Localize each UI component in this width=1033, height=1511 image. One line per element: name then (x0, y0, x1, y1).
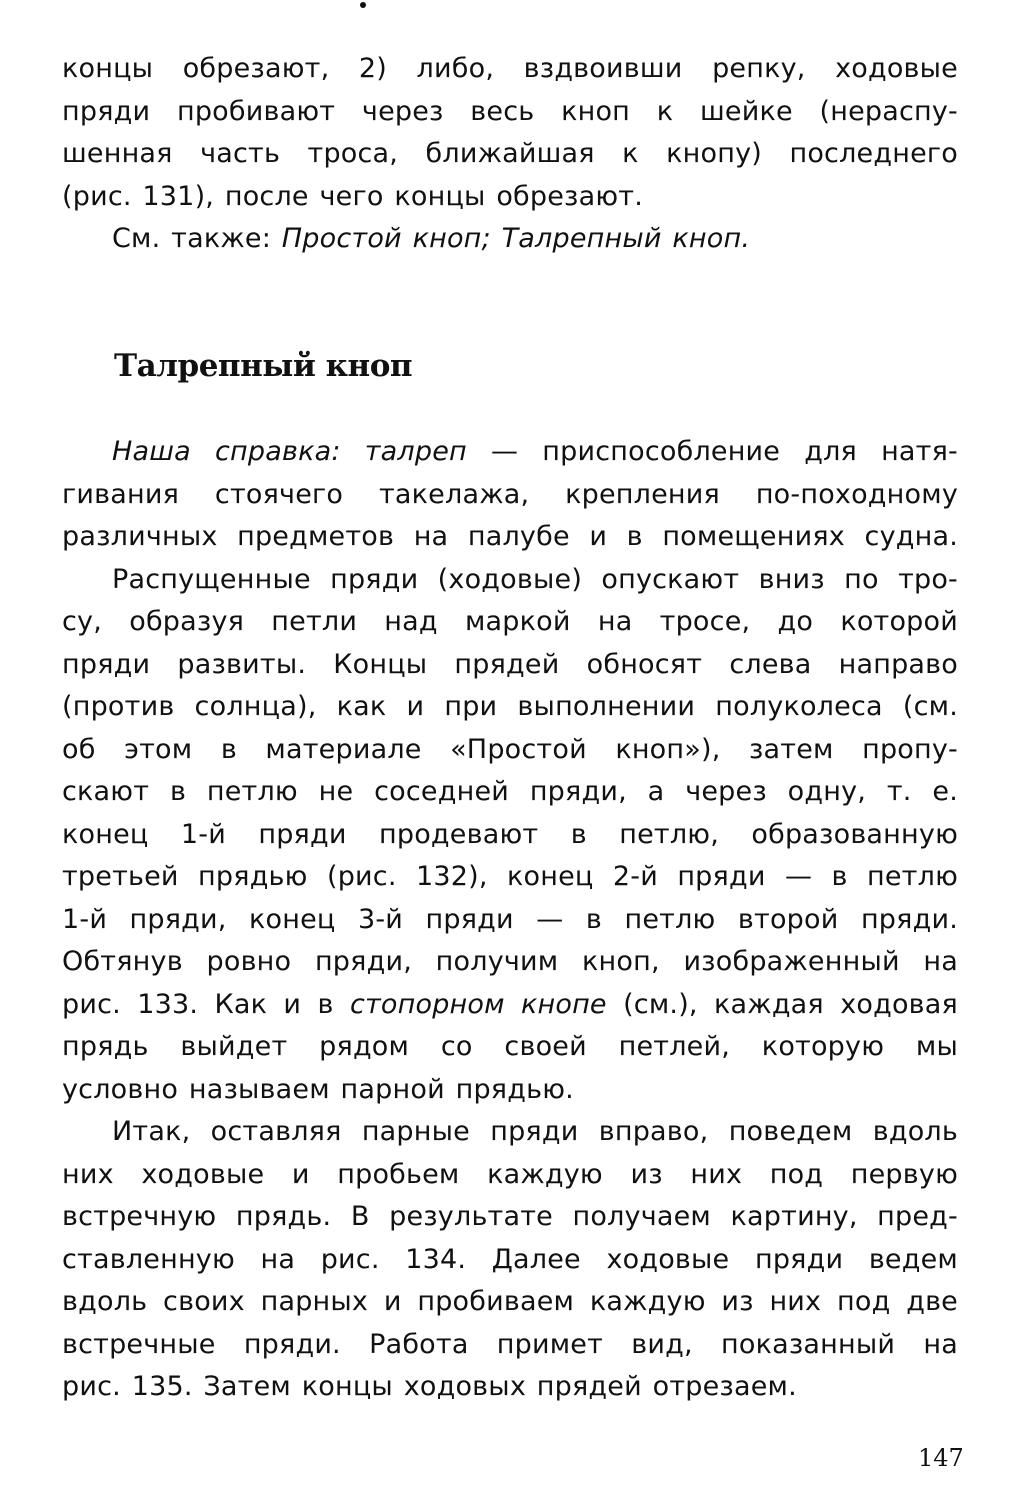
text-line: гивания стоячего такелажа, крепления по-походному (62, 478, 958, 510)
text-span: рис. 133. Как и в (62, 988, 350, 1020)
note-text: — приспособление для натя- (466, 436, 958, 467)
text-line: встречные пряди. Работа примет вид, показанный на (62, 1328, 958, 1360)
text-line: прядь выйдет рядом со своей петлей, которую мы (62, 1031, 958, 1062)
text-line: (рис. 131), после чего концы обрезают. (62, 180, 644, 212)
text-line: рис. 135. Затем концы ходовых прядей отрезаем. (62, 1371, 797, 1402)
see-also-line (62, 218, 958, 261)
continuation-text (62, 48, 958, 261)
text-line: условно называем парной прядью. (62, 1073, 574, 1105)
see-also-prefix: См. также: (112, 223, 282, 254)
text-line: (против солнца), как и при выполнении полуколеса (см. (62, 691, 958, 722)
scan-speck (360, 2, 366, 8)
text-line: пряди развиты. Концы прядей обносят слева направо (62, 648, 958, 680)
cross-reference: стопорном кнопе (349, 988, 607, 1020)
text-line: вдоль своих парных и пробиваем каждую из них под две (62, 1286, 958, 1317)
text-line: пряди пробивают через весь кноп к шейке (нераспу- (62, 95, 958, 127)
text-line: 1-й пряди, конец 3-й пряди — в петлю второй пряди. (62, 903, 958, 935)
text-span: (см.), каждая ходовая (606, 988, 958, 1020)
section-title: Талрепный кноп (114, 348, 413, 384)
text-line: них ходовые и пробьем каждую из них под первую (62, 1158, 958, 1190)
text-line: конец 1-й пряди продевают в петлю, образованную (62, 818, 958, 850)
section-body (62, 431, 958, 1409)
text-line: различных предметов на палубе и в помещениях судна. (62, 521, 958, 552)
see-also-links: Простой кноп; Талрепный кноп. (281, 223, 751, 254)
note-label: Наша справка: талреп (112, 436, 467, 467)
text-line (62, 729, 958, 772)
text-line: встречную прядь. В результате получаем картину, пред- (62, 1201, 958, 1232)
text-line (62, 984, 958, 1027)
text-line: скают в петлю не соседней пряди, а через одну, т. е. (62, 776, 958, 807)
text-line: шенная часть троса, ближайшая к кнопу) последнего (62, 138, 958, 169)
text-line: Итак, оставляя парные пряди вправо, поведем вдоль (112, 1116, 958, 1147)
page-number: 147 (918, 1444, 964, 1472)
note-first-line (62, 431, 958, 474)
text-span: об этом в материале «Простой кноп»), затем пропу- (62, 733, 958, 765)
text-line: третьей прядью (рис. 132), конец 2-й пряди — в петлю (62, 861, 958, 892)
text-line: ставленную на рис. 134. Далее ходовые пряди ведем (62, 1243, 958, 1275)
text-line: су, образуя петли над маркой на тросе, до которой (62, 606, 958, 637)
text-line: Обтянув ровно пряди, получим кноп, изображенный на (62, 946, 958, 977)
text-line: концы обрезают, 2) либо, вздвоивши репку, ходовые (62, 53, 958, 84)
text-line: Распущенные пряди (ходовые) опускают вниз по тро- (112, 563, 958, 595)
